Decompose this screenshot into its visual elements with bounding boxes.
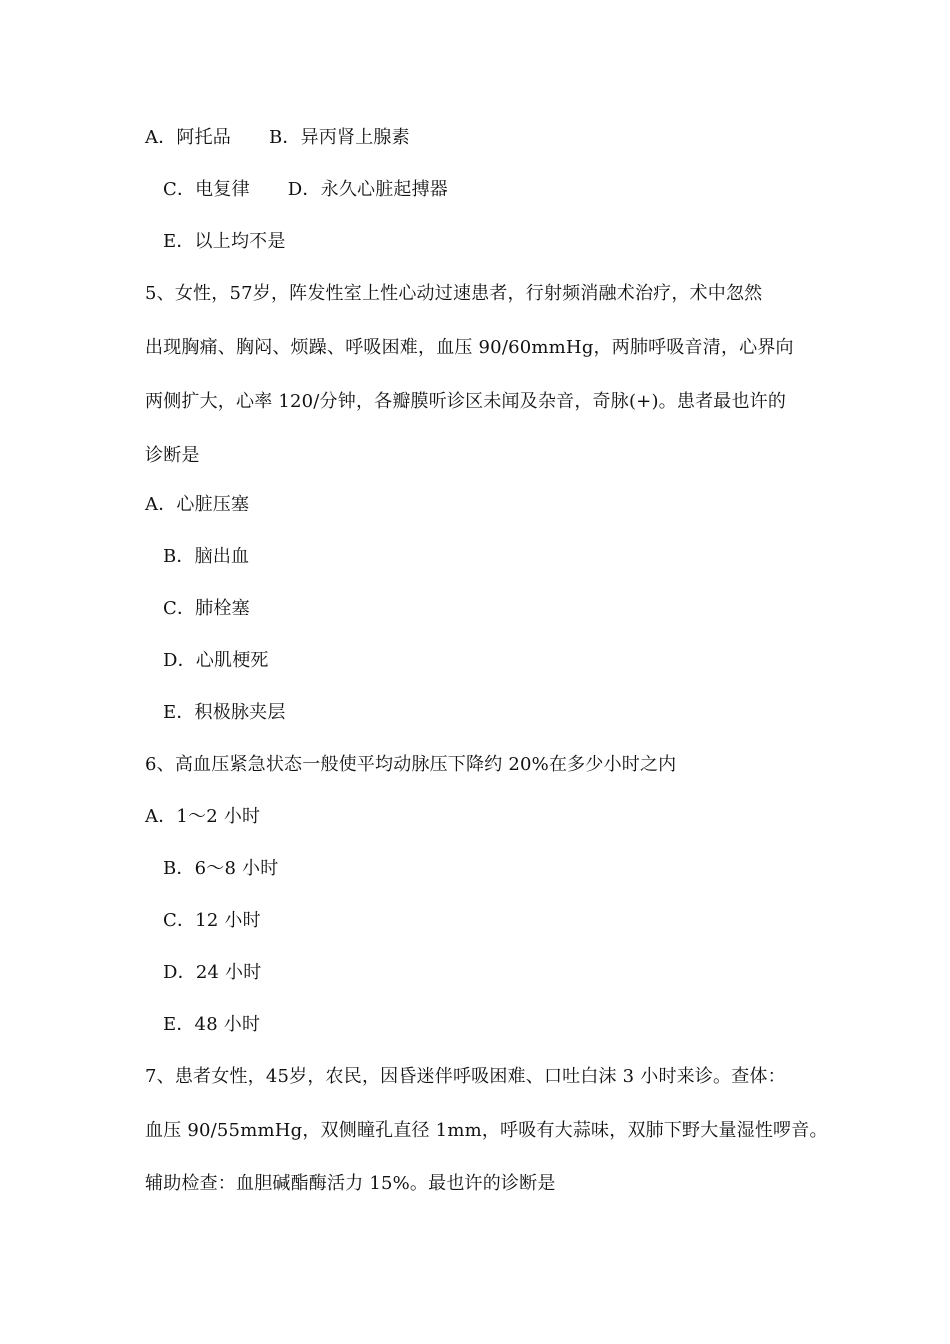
q7-stem-line-1: 7、患者女性，45岁，农民，因昏迷伴呼吸困难、口吐白沫 3 小时来诊。查体： (145, 1066, 786, 1087)
q7-stem-line-2: 血压 90/55mmHg，双侧瞳孔直径 1mm，呼吸有大蒜味，双肺下野大量湿性啰音。 (145, 1120, 828, 1141)
q6-option-d: D．24 小时 (163, 962, 262, 983)
q5-option-d: D．心肌梗死 (163, 650, 269, 671)
q5-stem-line-3: 两侧扩大，心率 120/分钟，各瓣膜听诊区未闻及杂音，奇脉(+)。患者最也许的 (145, 391, 787, 412)
q4-option-a: A．阿托品 (145, 127, 231, 148)
q4-option-d: D．永久心脏起搏器 (287, 179, 449, 200)
q5-option-a: A．心脏压塞 (145, 494, 250, 515)
q7-stem-line-3: 辅助检查：血胆碱酯酶活力 15%。最也许的诊断是 (145, 1173, 556, 1194)
q4-option-c: C．电复律 (163, 179, 250, 200)
q6-option-a: A．1～2 小时 (145, 806, 261, 827)
q5-option-e: E．积极脉夹层 (163, 702, 286, 723)
q5-option-b: B．脑出血 (163, 546, 250, 567)
q6-option-c: C．12 小时 (163, 910, 261, 931)
q4-options-row-1 (145, 126, 410, 150)
q4-option-e: E．以上均不是 (163, 231, 286, 252)
q5-stem-line-2: 出现胸痛、胸闷、烦躁、呼吸困难，血压 90/60mmHg，两肺呼吸音清，心界向 (145, 337, 794, 358)
q6-option-b: B．6～8 小时 (163, 858, 279, 879)
q5-stem-line-1: 5、女性，57岁，阵发性室上性心动过速患者，行射频消融术治疗，术中忽然 (145, 283, 763, 304)
q6-stem: 6、高血压紧急状态一般使平均动脉压下降约 20%在多少小时之内 (145, 754, 677, 775)
q5-stem-line-4: 诊断是 (145, 445, 200, 466)
q4-options-row-2 (163, 178, 448, 202)
q5-option-c: C．肺栓塞 (163, 598, 250, 619)
q4-option-b: B．异丙肾上腺素 (269, 127, 410, 148)
q6-option-e: E．48 小时 (163, 1014, 261, 1035)
